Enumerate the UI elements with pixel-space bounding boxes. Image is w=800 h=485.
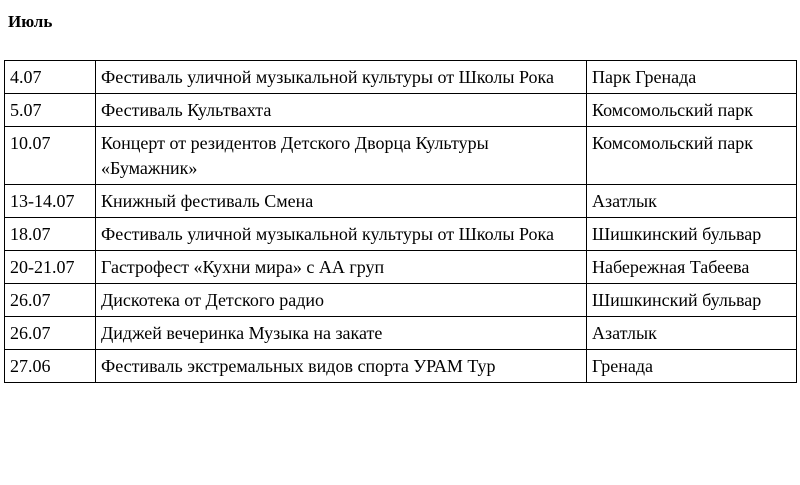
date-cell: 5.07 — [5, 94, 96, 127]
event-cell: Фестиваль уличной музыкальной культуры от Школы Рока — [96, 218, 587, 251]
date-cell: 27.06 — [5, 350, 96, 383]
place-cell: Азатлык — [587, 185, 797, 218]
place-cell: Гренада — [587, 350, 797, 383]
date-cell: 18.07 — [5, 218, 96, 251]
place-cell: Азатлык — [587, 317, 797, 350]
table-row — [5, 185, 797, 218]
date-cell: 26.07 — [5, 284, 96, 317]
date-cell: 26.07 — [5, 317, 96, 350]
table-row — [5, 218, 797, 251]
place-cell: Парк Гренада — [587, 61, 797, 94]
event-cell: Концерт от резидентов Детского Дворца Культуры «Бумажник» — [96, 127, 587, 185]
table-row — [5, 284, 797, 317]
table-row — [5, 94, 797, 127]
event-cell: Диджей вечеринка Музыка на закате — [96, 317, 587, 350]
table-row — [5, 127, 797, 185]
event-cell: Фестиваль Культвахта — [96, 94, 587, 127]
place-cell: Комсомольский парк — [587, 127, 797, 185]
event-cell: Фестиваль уличной музыкальной культуры от Школы Рока — [96, 61, 587, 94]
place-cell: Комсомольский парк — [587, 94, 797, 127]
event-cell: Дискотека от Детского радио — [96, 284, 587, 317]
table-row — [5, 350, 797, 383]
date-cell: 13-14.07 — [5, 185, 96, 218]
page-heading: Июль — [8, 12, 53, 31]
date-cell: 20-21.07 — [5, 251, 96, 284]
date-cell: 10.07 — [5, 127, 96, 185]
date-cell: 4.07 — [5, 61, 96, 94]
event-cell: Гастрофест «Кухни мира» с АА груп — [96, 251, 587, 284]
table-row — [5, 251, 797, 284]
event-cell: Книжный фестиваль Смена — [96, 185, 587, 218]
event-cell: Фестиваль экстремальных видов спорта УРАМ Тур — [96, 350, 587, 383]
events-table — [4, 60, 797, 383]
place-cell: Шишкинский бульвар — [587, 218, 797, 251]
table-row — [5, 61, 797, 94]
place-cell: Набережная Табеева — [587, 251, 797, 284]
place-cell: Шишкинский бульвар — [587, 284, 797, 317]
table-row — [5, 317, 797, 350]
